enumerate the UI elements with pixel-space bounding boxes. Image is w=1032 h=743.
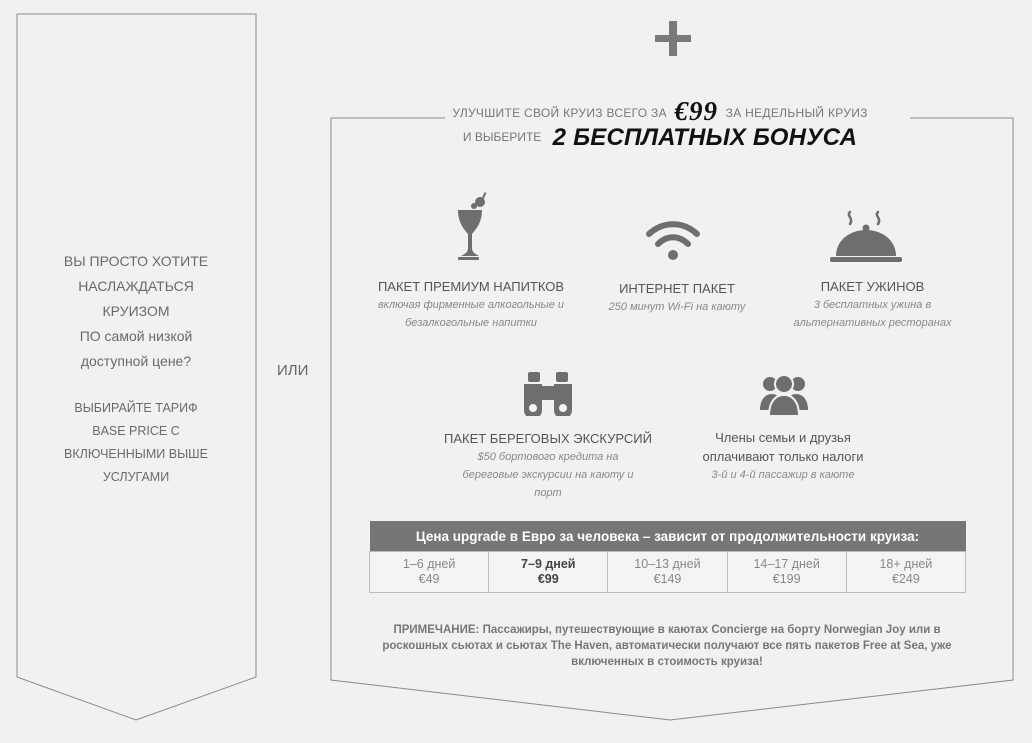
price-table-row	[370, 552, 966, 593]
headline-line2	[380, 124, 940, 152]
feature-title: оплачивают только налоги	[702, 449, 864, 464]
price-duration: 14–17 дней	[753, 557, 820, 571]
price-value: €49	[418, 572, 440, 586]
feature-desc: порт	[534, 487, 562, 499]
note-line: роскошных сьютах и сьютах The Haven, автоматически получают все пять пакетов Free at Sea, уже	[382, 640, 952, 652]
price-duration: 18+ дней	[879, 557, 933, 571]
left-question-line: ВЫ ПРОСТО ХОТИТЕ	[63, 253, 209, 269]
price-duration: 7–9 дней	[521, 557, 576, 571]
price-cell-highlight	[489, 552, 608, 593]
left-sub-line: ВКЛЮЧЕННЫМИ ВЫШЕ	[64, 447, 208, 461]
note-line	[372, 622, 962, 638]
left-question-line: НАСЛАЖДАТЬСЯ	[78, 278, 194, 294]
binoculars-icon	[518, 370, 578, 416]
left-question-line: доступной цене?	[80, 353, 192, 369]
price-value: €149	[653, 572, 682, 586]
feature-title: ПАКЕТ ПРЕМИУМ НАПИТКОВ	[377, 279, 565, 294]
feature-title: ИНТЕРНЕТ ПАКЕТ	[619, 281, 735, 296]
feature-internet	[577, 279, 777, 316]
price-cell	[370, 552, 489, 593]
note-label: ПРИМЕЧАНИЕ:	[393, 624, 480, 636]
price-duration: 1–6 дней	[402, 557, 456, 571]
cloche-icon	[828, 208, 908, 264]
feature-dinners	[770, 277, 975, 332]
feature-desc: безалкогольные напитки	[405, 317, 537, 329]
group-icon	[760, 372, 808, 416]
feature-title: ПАКЕТ БЕРЕГОВЫХ ЭКСКУРСИЙ	[444, 431, 652, 446]
headline-prefix: И ВЫБЕРИТЕ	[462, 130, 542, 144]
left-question	[0, 249, 272, 374]
price-value: €249	[891, 572, 920, 586]
feature-drinks	[356, 277, 586, 332]
left-subtext	[0, 397, 272, 489]
note	[372, 622, 962, 670]
wifi-icon	[643, 218, 703, 264]
headline-price: €99	[674, 96, 719, 126]
price-cell	[846, 552, 965, 593]
price-value: €99	[537, 572, 559, 586]
feature-desc: альтернативных ресторанах	[793, 317, 952, 329]
feature-desc: береговые экскурсии на каюту и	[462, 469, 634, 481]
or-label: ИЛИ	[277, 362, 309, 379]
left-sub-line: BASE PRICE С	[92, 424, 180, 438]
price-cell	[727, 552, 846, 593]
left-question-line: КРУИЗОМ	[102, 303, 170, 319]
price-table-header: Цена upgrade в Евро за человека – зависит от продолжительности круиза:	[370, 521, 966, 552]
left-sub-line: ВЫБИРАЙТЕ ТАРИФ	[74, 401, 198, 415]
feature-title: ПАКЕТ УЖИНОВ	[820, 279, 925, 294]
price-table-header-row	[370, 521, 966, 552]
note-text: Пассажиры, путешествующие в каютах Concierge на борту Norwegian Joy или в	[482, 624, 941, 636]
price-table	[369, 521, 966, 593]
left-sub-line: УСЛУГАМИ	[102, 470, 170, 484]
headline-after: ЗА НЕДЕЛЬНЫЙ КРУИЗ	[725, 106, 868, 120]
feature-desc: 250 минут Wi-Fi на каюту	[608, 301, 746, 313]
price-value: €199	[772, 572, 801, 586]
note-line: включенных в стоимость круиза!	[571, 656, 763, 668]
feature-title: Члены семьи и друзья	[715, 430, 851, 445]
left-question-line: ПО самой низкой	[79, 328, 193, 344]
headline-bonus: 2 БЕСПЛАТНЫХ БОНУСА	[552, 124, 858, 151]
feature-desc: включая фирменные алкогольные и	[377, 299, 565, 311]
feature-desc: $50 бортового кредита на	[477, 451, 619, 463]
feature-desc: 3 бесплатных ужина в	[813, 299, 932, 311]
plus-icon	[655, 21, 691, 56]
price-cell	[608, 552, 727, 593]
headline-line1	[380, 96, 940, 127]
cocktail-icon	[444, 190, 492, 266]
feature-excursions	[433, 429, 663, 502]
headline-before: УЛУЧШИТЕ СВОЙ КРУИЗ ВСЕГО ЗА	[452, 106, 667, 120]
price-duration: 10–13 дней	[634, 557, 701, 571]
feature-family	[673, 428, 893, 484]
feature-desc: 3-й и 4-й пассажир в каюте	[711, 469, 855, 481]
